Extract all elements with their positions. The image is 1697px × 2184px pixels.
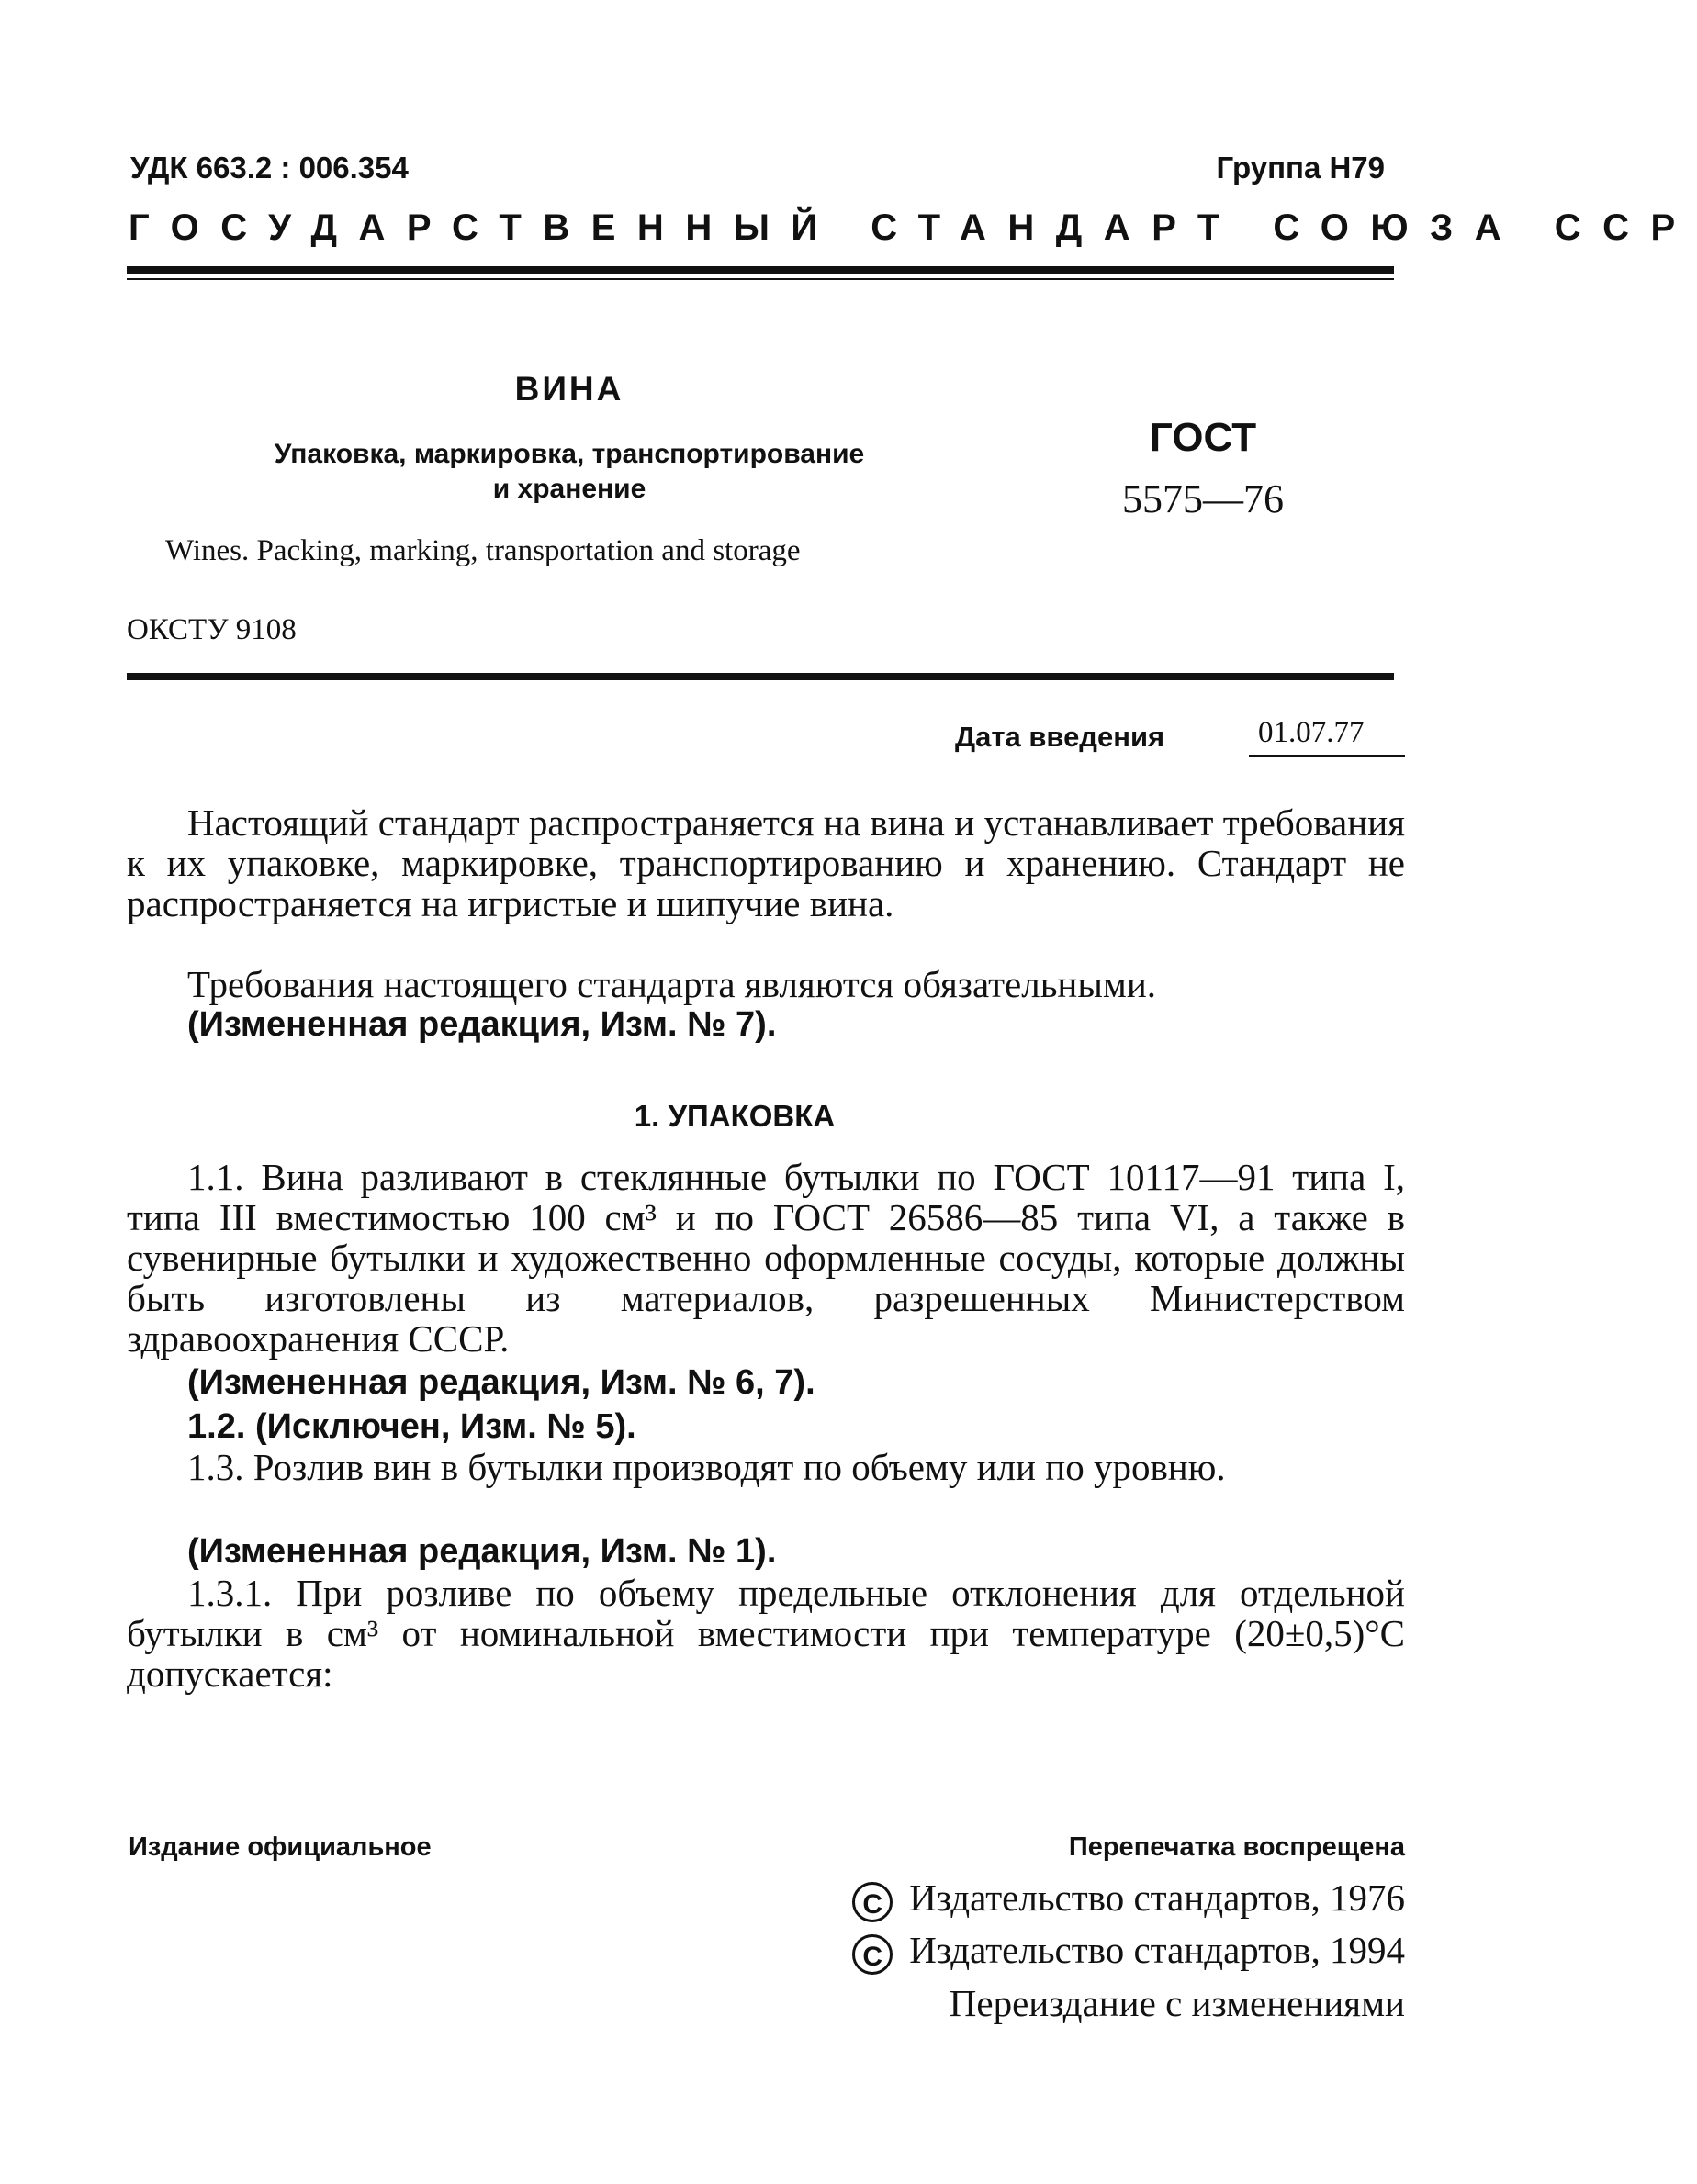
reprint-prohibited: Перепечатка воспрещена	[1068, 1832, 1405, 1862]
clause-1-2: 1.2. (Исключен, Изм. № 5).	[187, 1407, 636, 1446]
intro-date-underline	[1249, 755, 1405, 757]
state-standard-heading: ГОСУДАРСТВЕННЫЙ СТАНДАРТ СОЮЗА ССР	[129, 207, 1697, 248]
intro-date-label: Дата введения	[955, 721, 1165, 753]
title-block-rule	[127, 673, 1394, 680]
edition-official: Издание официальное	[129, 1832, 432, 1862]
header-rule-thin	[127, 278, 1394, 280]
gost-label: ГОСТ	[1149, 415, 1257, 460]
document-subtitle	[211, 437, 927, 507]
copyright-icon: C	[852, 1882, 893, 1922]
english-title: Wines. Packing, marking, transportation and storage	[165, 534, 801, 567]
mandatory-statement: Требования настоящего стандарта являются обязательными.	[187, 963, 1157, 1005]
subtitle-line-1: Упаковка, маркировка, транспортирование	[274, 439, 865, 469]
copyright-icon: C	[852, 1934, 893, 1975]
copyright-1976: Издательство стандартов, 1976	[909, 1876, 1405, 1919]
copyright-1994: Издательство стандартов, 1994	[909, 1929, 1405, 1971]
copyright-1976-line	[852, 1876, 1405, 1922]
gost-number: 5575—76	[1122, 476, 1284, 521]
intro-date-value: 01.07.77	[1258, 716, 1365, 749]
reissue-note: Переиздание с изменениями	[949, 1982, 1405, 2024]
amendment-note: (Измененная редакция, Изм. № 6, 7).	[187, 1363, 815, 1402]
subtitle-line-2: и хранение	[492, 474, 646, 504]
udk-code: УДК 663.2 : 006.354	[130, 151, 409, 185]
intro-paragraph: Настоящий стандарт распространяется на вина и устанавливает требования к их упаковке, маркировке, транспортированию и хранению. Стандарт не распространяется на игристые и шипучие вина.	[127, 801, 1405, 924]
clause-1-1: 1.1. Вина разливают в стеклянные бутылки по ГОСТ 10117—91 типа I, типа III вместимостью 100 см³ и по ГОСТ 26586—85 типа VI, а также в сувенирные бутылки и художественно оформленные сосуды, которые должны быть изготовлены из материалов, разрешенных Министерством здравоохранения СССР.	[127, 1156, 1405, 1360]
amendment-note: (Измененная редакция, Изм. № 7).	[187, 1005, 777, 1044]
copyright-1994-line	[852, 1928, 1405, 1975]
group-code: Группа Н79	[1216, 151, 1385, 185]
clause-1-3-1: 1.3.1. При розливе по объему предельные отклонения для отдельной бутылки в см³ от номинальной вместимости при температуре (20±0,5)°С допускается:	[127, 1572, 1405, 1695]
oksty-code: ОКСТУ 9108	[127, 613, 297, 646]
section-heading: 1. УПАКОВКА	[634, 1099, 836, 1133]
document-title: ВИНА	[514, 370, 624, 408]
amendment-note: (Измененная редакция, Изм. № 1).	[187, 1532, 777, 1571]
clause-1-3: 1.3. Розлив вин в бутылки производят по объему или по уровню.	[187, 1446, 1226, 1488]
header-rule-thick	[127, 266, 1394, 274]
